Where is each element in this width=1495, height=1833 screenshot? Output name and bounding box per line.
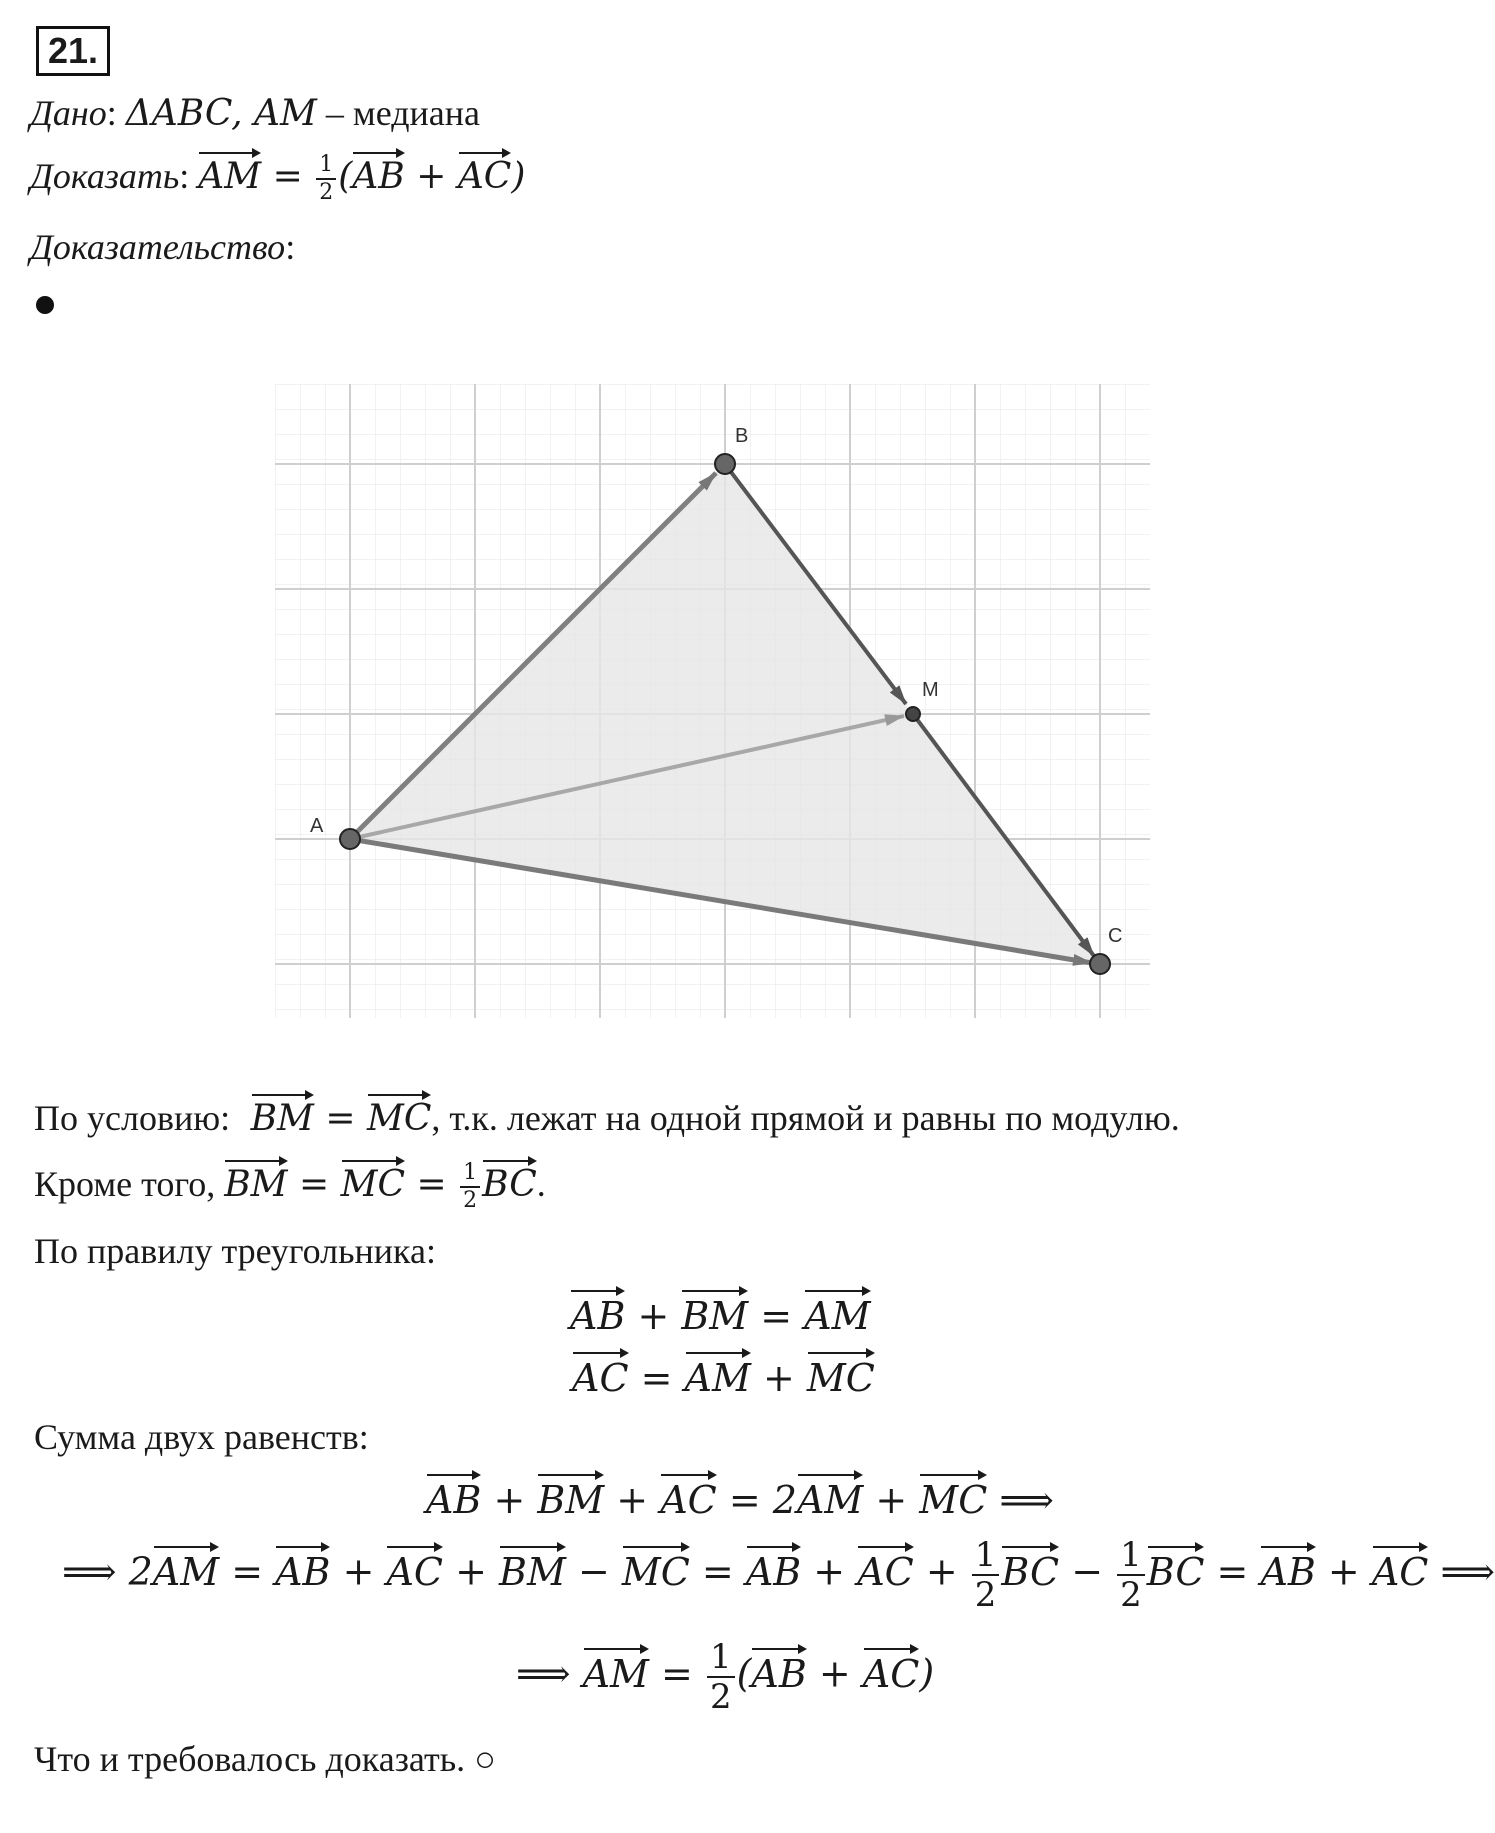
prove-line: Доказать: AM = $\frac{1}{2}$ (AB + AC) [30, 152, 526, 205]
eq-3: AB + BM + AC = 2AM + MC ⟹ [426, 1474, 1054, 1522]
given-statement: ΔABC, AM [125, 93, 317, 134]
label-a: A [310, 815, 324, 837]
given-line: Дано: ΔABC, AM – медиана [30, 93, 481, 134]
given-label: Дано [30, 93, 107, 133]
besides-line: Кроме того, BM = MC = $\frac{1}{2}$ BC. [34, 1160, 546, 1213]
point-m [906, 707, 920, 721]
point-b [715, 454, 735, 474]
proof-line: Доказательство: [30, 227, 296, 267]
eq-5: ⟹ AM = $\frac{1}{2}$ (AB + AC) [516, 1637, 935, 1717]
condition-line: По условию: BM = MC, т.к. лежат на одной прямой и равны по модулю. [34, 1094, 1180, 1139]
prove-label: Доказать [30, 156, 180, 196]
proof-label: Доказательство [30, 227, 286, 267]
eq-4: ⟹ 2AM = AB + AC + BM − MC = AB + AC + $\frac{1}{2}$ BC − $\frac{1}{2}$ BC = AB + AC ⟹ [62, 1535, 1495, 1615]
eq-2: AC = AM + MC [572, 1352, 875, 1400]
sum-line: Сумма двух равенств: [34, 1417, 369, 1457]
label-b: B [735, 425, 749, 447]
qed-line: Что и требовалось доказать. ○ [34, 1739, 496, 1779]
point-a [340, 829, 360, 849]
triangle-rule-line: По правилу треугольника: [34, 1231, 436, 1271]
label-c: C [1108, 925, 1123, 947]
given-text: медиана [352, 93, 481, 133]
problem-number: 21. [36, 26, 110, 76]
point-c [1090, 954, 1110, 974]
eq-1: AB + BM = AM [570, 1290, 871, 1338]
label-m: M [922, 679, 939, 701]
